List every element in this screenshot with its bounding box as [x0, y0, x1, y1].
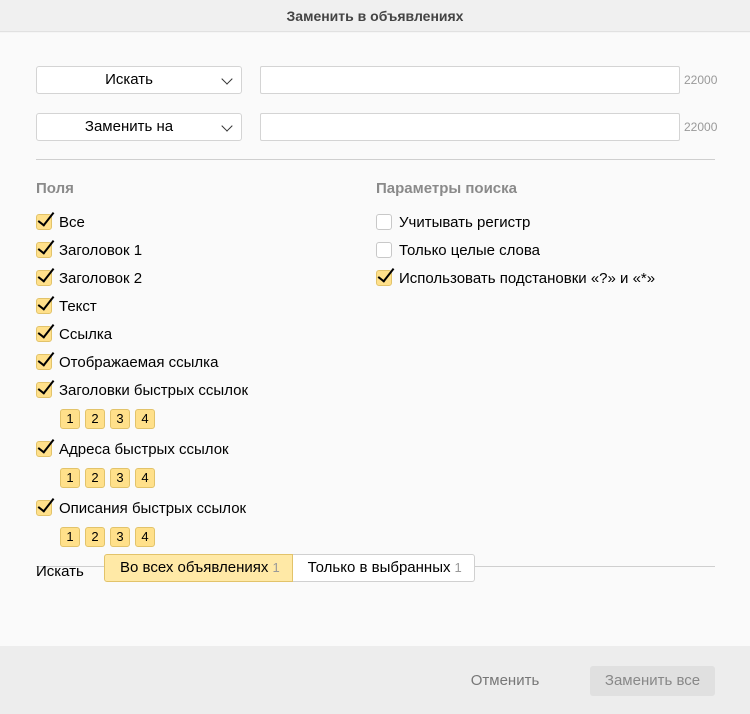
cancel-button[interactable]: Отменить: [470, 672, 540, 689]
search-params-title: Параметры поиска: [376, 180, 517, 197]
scope-all-ads-button[interactable]: [104, 554, 293, 582]
scope-option-label: Только в выбранных: [307, 559, 451, 576]
field-checkbox-all[interactable]: [36, 211, 85, 233]
checkbox-label: Все: [59, 213, 85, 231]
field-checkbox-title2[interactable]: [36, 267, 142, 289]
checkbox-checked-icon[interactable]: [36, 441, 52, 457]
checkbox-label: Только целые слова: [399, 241, 541, 259]
divider: [36, 159, 715, 160]
checkbox-checked-icon[interactable]: [36, 298, 52, 314]
search-input[interactable]: [260, 66, 680, 94]
checkbox-label: Заголовки быстрых ссылок: [59, 381, 249, 399]
param-checkbox-wildcards[interactable]: [376, 267, 655, 289]
fields-section-title: Поля: [36, 180, 74, 197]
chevron-down-icon: [221, 120, 232, 131]
sitelink-chip[interactable]: 2: [85, 409, 105, 429]
checkbox-label: Учитывать регистр: [399, 213, 531, 231]
replace-mode-select[interactable]: [36, 113, 242, 141]
replace-input[interactable]: [260, 113, 680, 141]
sitelink-chip[interactable]: 1: [60, 409, 80, 429]
field-checkbox-link[interactable]: [36, 323, 112, 345]
sitelink-chip[interactable]: 4: [135, 527, 155, 547]
scope-option-count: 1: [454, 560, 462, 575]
checkbox-label: Описания быстрых ссылок: [59, 499, 247, 517]
param-checkbox-case[interactable]: [376, 211, 530, 233]
checkbox-checked-icon[interactable]: [36, 382, 52, 398]
chevron-down-icon: [221, 73, 232, 84]
scope-option-count: 1: [272, 560, 280, 575]
field-checkbox-sitelink-titles[interactable]: [36, 379, 248, 401]
scope-label: Искать: [36, 563, 84, 580]
sitelink-chip[interactable]: 4: [135, 409, 155, 429]
checkbox-label: Адреса быстрых ссылок: [59, 440, 229, 458]
search-mode-label: Искать: [105, 71, 153, 88]
search-char-counter: 22000: [684, 73, 718, 87]
dialog-footer: [0, 646, 750, 714]
replace-mode-label: Заменить на: [84, 118, 174, 135]
sitelink-chip[interactable]: 3: [110, 527, 130, 547]
checkbox-checked-icon[interactable]: [36, 326, 52, 342]
search-mode-select[interactable]: [36, 66, 242, 94]
checkbox-checked-icon[interactable]: [36, 270, 52, 286]
sitelink-chip[interactable]: 2: [85, 527, 105, 547]
checkbox-label: Отображаемая ссылка: [59, 353, 219, 371]
sitelink-chip[interactable]: 4: [135, 468, 155, 488]
field-checkbox-sitelink-descriptions[interactable]: [36, 497, 246, 519]
checkbox-checked-icon[interactable]: [36, 214, 52, 230]
checkbox-label: Текст: [59, 297, 97, 315]
sitelink-urls-chips: [60, 468, 160, 488]
field-checkbox-sitelink-urls[interactable]: [36, 438, 229, 460]
sitelink-descriptions-chips: [60, 527, 160, 547]
checkbox-checked-icon[interactable]: [36, 500, 52, 516]
checkbox-checked-icon[interactable]: [36, 354, 52, 370]
sitelink-chip[interactable]: 1: [60, 468, 80, 488]
sitelink-chip[interactable]: 2: [85, 468, 105, 488]
scope-toggle: [104, 554, 475, 582]
dialog-title: Заменить в объявлениях: [0, 0, 750, 32]
checkbox-checked-icon[interactable]: [36, 242, 52, 258]
replace-all-button[interactable]: Заменить все: [590, 666, 715, 696]
checkbox-label: Использовать подстановки «?» и «*»: [399, 269, 656, 287]
scope-option-label: Во всех объявлениях: [120, 559, 269, 576]
param-checkbox-whole-words[interactable]: [376, 239, 540, 261]
checkbox-checked-icon[interactable]: [376, 270, 392, 286]
sitelink-chip[interactable]: 1: [60, 527, 80, 547]
field-checkbox-display-link[interactable]: [36, 351, 218, 373]
scope-selected-only-button[interactable]: [293, 554, 475, 582]
sitelink-chip[interactable]: 3: [110, 409, 130, 429]
field-checkbox-text[interactable]: [36, 295, 97, 317]
checkbox-unchecked-icon[interactable]: [376, 242, 392, 258]
field-checkbox-title1[interactable]: [36, 239, 142, 261]
checkbox-label: Ссылка: [59, 325, 113, 343]
sitelink-chip[interactable]: 3: [110, 468, 130, 488]
sitelink-titles-chips: [60, 409, 160, 429]
replace-char-counter: 22000: [684, 120, 718, 134]
checkbox-label: Заголовок 1: [59, 241, 143, 259]
checkbox-unchecked-icon[interactable]: [376, 214, 392, 230]
checkbox-label: Заголовок 2: [59, 269, 143, 287]
